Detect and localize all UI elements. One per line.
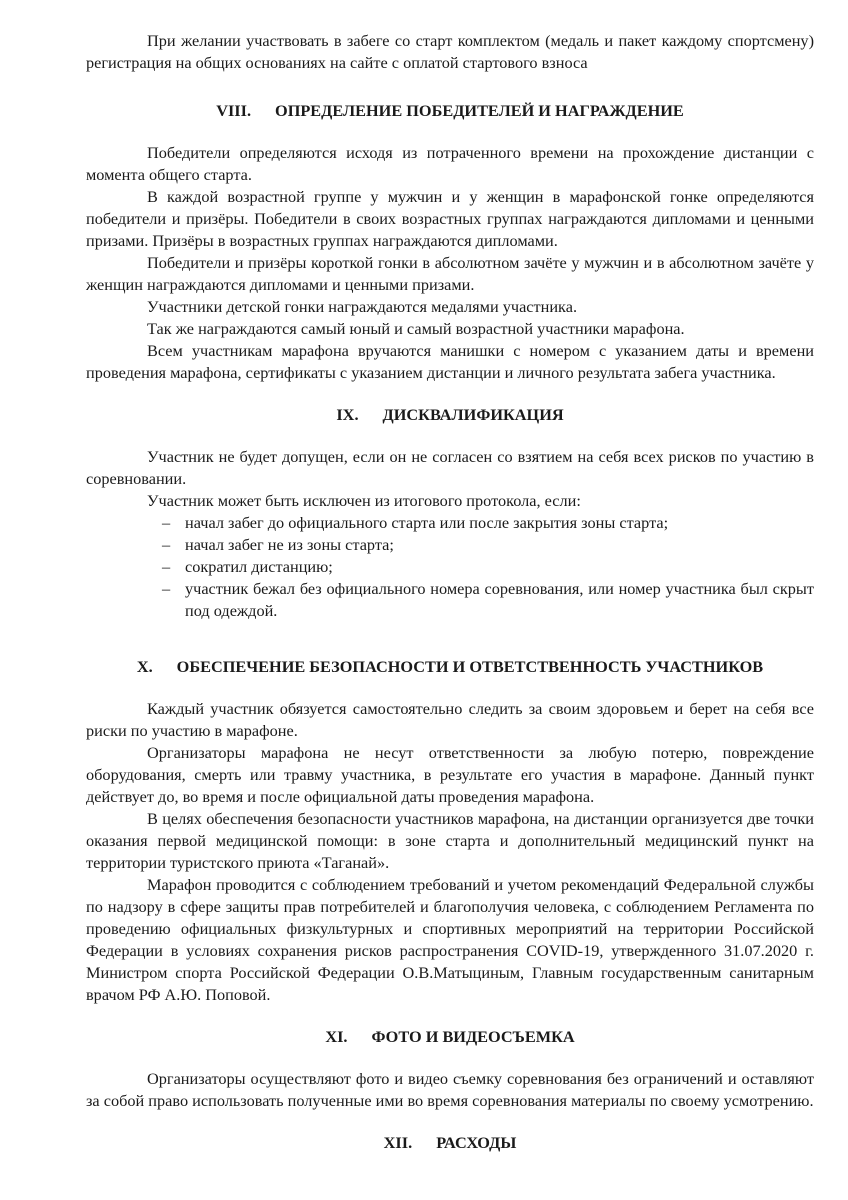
list-item: – сократил дистанцию; (86, 556, 814, 578)
section-12-heading (86, 1132, 814, 1154)
section-10-paragraph: Организаторы марафона не несут ответственности за любую потерю, повреждение оборудования, смерть или травму участника, в результате его участия в марафоне. Данный пункт действует до, во время и после официальной даты проведения марафона. (86, 743, 814, 806)
section-8-paragraph: Так же награждаются самый юный и самый возрастной участники марафона. (147, 319, 685, 338)
section-12-title: РАСХОДЫ (436, 1133, 517, 1152)
section-8-paragraph: Победители и призёры короткой гонки в абсолютном зачёте у мужчин и в абсолютном зачёте у женщин награждаются дипломами и ценными призами. (86, 253, 814, 294)
section-11-number: XI. (325, 1027, 348, 1046)
section-8-paragraph: В каждой возрастной группе у мужчин и у женщин в марафонской гонке определяются победители и призёры. Победители в своих возрастных группах награждаются дипломами и ценными призами. Призёры в возрастных группах награждаются дипломами. (86, 187, 814, 250)
section-8-title: ОПРЕДЕЛЕНИЕ ПОБЕДИТЕЛЕЙ И НАГРАЖДЕНИЕ (275, 101, 684, 120)
section-11-body (86, 1068, 814, 1112)
section-10-paragraph: Каждый участник обязуется самостоятельно следить за своим здоровьем и берет на себя все риски по участию в марафоне. (86, 699, 814, 740)
document-page (86, 30, 814, 1154)
section-8-heading (86, 100, 814, 122)
section-8-paragraph: Участники детской гонки награждаются медалями участника. (147, 297, 578, 316)
section-12-number: XII. (383, 1133, 413, 1152)
section-10-heading (86, 656, 814, 678)
disqualification-list (86, 512, 814, 622)
section-8-paragraph: Победители определяются исходя из потраченного времени на прохождение дистанции с момента общего старта. (86, 143, 814, 184)
section-8-paragraph: Всем участникам марафона вручаются манишки с номером с указанием даты и времени проведения марафона, сертификаты с указанием дистанции и личного результата забега участника. (86, 341, 814, 382)
section-8-body (86, 142, 814, 384)
section-11-heading (86, 1026, 814, 1048)
section-9-number: IX. (336, 405, 359, 424)
section-9-paragraph: Участник может быть исключен из итогового протокола, если: (147, 491, 581, 510)
section-9-paragraph: Участник не будет допущен, если он не согласен со взятием на себя всех рисков по участию в соревновании. (86, 447, 814, 488)
list-item: – начал забег не из зоны старта; (86, 534, 814, 556)
section-11-paragraph: Организаторы осуществляют фото и видео съемку соревнования без ограничений и оставляют за собой право использовать полученные ими во время соревнования материалы по своему усмотрению. (86, 1069, 814, 1110)
section-10-number: X. (136, 657, 153, 676)
section-10-paragraph: Марафон проводится с соблюдением требований и учетом рекомендаций Федеральной службы по надзору в сфере защиты прав потребителей и благополучия человека, с соблюдением Регламента по проведению официальных физкультурных и спортивных мероприятий на территории Российской Федерации в условиях сохранения рисков распространения COVID-19, утвержденного 31.07.2020 г. Министром спорта Российской Федерации О.В.Матыциным, Главным государственным санитарным врачом РФ А.Ю. Поповой. (86, 875, 814, 1004)
section-11-title: ФОТО И ВИДЕОСЪЕМКА (371, 1027, 575, 1046)
list-item: – участник бежал без официального номера соревнования, или номер участника был скрыт под одеждой. (86, 578, 814, 622)
section-10-body (86, 698, 814, 1006)
section-10-title: ОБЕСПЕЧЕНИЕ БЕЗОПАСНОСТИ И ОТВЕТСТВЕННОСТЬ УЧАСТНИКОВ (176, 657, 764, 676)
section-8-number: VIII. (216, 101, 252, 120)
section-10-paragraph: В целях обеспечения безопасности участников марафона, на дистанции организуется две точки оказания первой медицинской помощи: в зоне старта и дополнительный медицинский пункт на территории туристского приюта «Таганай». (86, 809, 814, 872)
list-item: – начал забег до официального старта или после закрытия зоны старта; (86, 512, 814, 534)
section-9-body (86, 446, 814, 622)
section-9-heading (86, 404, 814, 426)
section-9-title: ДИСКВАЛИФИКАЦИЯ (382, 405, 564, 424)
intro-paragraph: При желании участвовать в забеге со старт комплектом (медаль и пакет каждому спортсмену) регистрация на общих основаниях на сайте с оплатой стартового взноса (86, 31, 814, 72)
